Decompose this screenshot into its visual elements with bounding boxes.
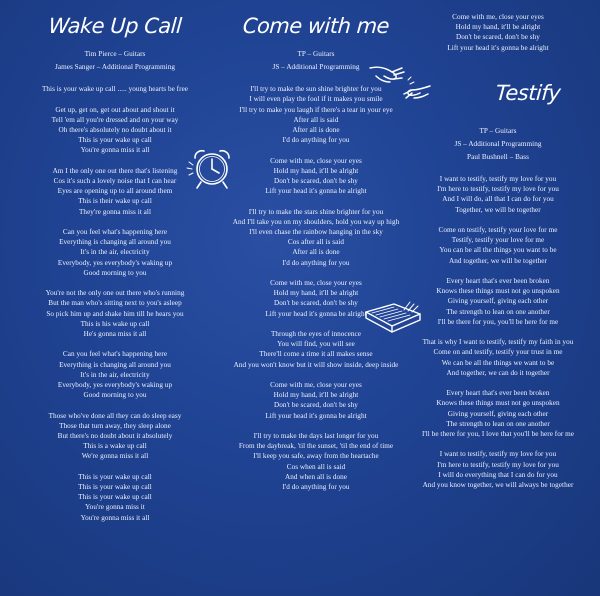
lyric-line: We're gonna miss it all <box>81 452 149 461</box>
credit-line: Tim Pierce – Guitars <box>84 50 146 58</box>
come-with-me-continued <box>402 12 594 53</box>
lyric-line: Come with me, close your eyes <box>452 13 544 21</box>
lyric-line: That is why I want to testify, testify my faith in you <box>422 338 574 347</box>
reaching-hands-icon <box>368 60 432 100</box>
lyric-line: Lift your head it's gonna be alright <box>265 309 367 318</box>
lyric-line: And when all is done <box>284 472 348 481</box>
lyric-line: Good morning to you <box>83 268 147 277</box>
credit-line: JS – Additional Programming <box>454 139 542 148</box>
lyric-line: Hold my hand, it'll be alright <box>273 289 359 298</box>
lyric-line: Come on and testify, testify your trust in me <box>433 348 563 357</box>
lyric-line: He's gonna miss it all <box>83 330 147 338</box>
lyric-line: Get up, get on, get out about and shout it <box>55 105 175 114</box>
lyric-line: Through the eyes of innocence <box>270 330 362 338</box>
lyric-line: And you won't know but it will show inside, deep inside <box>233 360 399 369</box>
lyric-line: Come with me, close your eyes <box>270 279 362 287</box>
lyric-line: Hold my hand, it'll be alright <box>455 23 541 32</box>
lyric-line: Am I the only one out there that's listening <box>52 166 178 175</box>
lyric-line: Don't be scared, don't be shy <box>456 33 540 42</box>
lyric-line: From the daybreak, 'til the sunset, 'til the end of time <box>238 442 394 451</box>
lyric-line: After all is done <box>292 126 340 134</box>
lyric-line: Those that turn away, they sleep alone <box>59 421 171 430</box>
lyric-line: I'd do anything for you <box>282 483 350 492</box>
lyric-line: You will find, you will see <box>277 340 355 349</box>
lyric-line: Knows these things must not go unspoken <box>436 399 560 408</box>
lyric-line: Knows these things must not go unspoken <box>436 287 560 296</box>
lyric-line: You're gonna miss it all <box>80 513 150 522</box>
lyrics <box>402 174 594 490</box>
credit-line: TP – Guitars <box>479 126 517 135</box>
lyric-line: I'll try to make the sun shine brighter for you <box>250 85 382 94</box>
credit-line: JS – Additional Programming <box>272 63 360 71</box>
lyric-line: Hold my hand, it'll be alright <box>273 391 359 400</box>
lyrics <box>214 84 418 492</box>
lyric-line: Giving yourself, giving each other <box>447 297 549 306</box>
lyric-line: This is their wake up call <box>78 197 152 206</box>
lyric-line: You're gonna miss it all <box>80 146 150 155</box>
lyric-line: I'll try to make you laugh if there's a tear in your eye <box>239 105 393 114</box>
credits <box>402 125 594 164</box>
lyric-line: Don't be scared, don't be shy <box>274 177 358 185</box>
lyric-line: Cos when all is said <box>286 462 346 471</box>
lyric-line: Don't be scared, don't be shy <box>274 299 358 308</box>
lyric-line: I'm here to testify, testify my love for you <box>437 460 559 469</box>
lyric-line: Eyes are opening up to all around them <box>57 187 173 196</box>
lyric-line: We can be all the things we want to be <box>441 358 555 367</box>
lyric-line: Good morning to you <box>83 391 147 400</box>
lyric-line: This is your wake up call <box>78 472 152 481</box>
credits <box>24 48 206 74</box>
lyric-line: This is your wake up call <box>78 136 152 145</box>
lyric-line: Everybody, yes everybody's waking up <box>57 381 173 389</box>
lyric-line: There'll come a time it all makes sense <box>259 350 373 359</box>
wake-up-call-column <box>24 14 206 523</box>
lyric-line: I'm here to testify, testify my love for you <box>437 185 559 194</box>
lyric-line: This is your wake up call <box>78 493 152 502</box>
lyric-line: And I'll take you on my shoulders, hold you way up high <box>232 217 400 226</box>
lyric-line: Tell 'em all you're dressed and on your way <box>51 115 179 124</box>
lyric-line: This is your wake up call <box>78 483 152 491</box>
lyric-line: Every heart that's ever been broken <box>446 277 550 285</box>
lyric-line: Cos after all is said <box>287 238 345 247</box>
lyric-line: Hold my hand, it'll be alright <box>273 166 359 175</box>
lyric-line: It's in the air, electricity <box>80 370 150 379</box>
lyric-line: Everything is changing all around you <box>59 238 171 247</box>
lyric-line: Those who've done all they can do sleep easy <box>48 411 182 420</box>
lyric-line: Everybody, yes everybody's waking up <box>57 258 173 267</box>
lyric-line: I'll try to make the stars shine brighter for you <box>248 207 384 216</box>
lyric-line: I will do everything that I can do for you <box>438 470 558 479</box>
lyric-line: Everything is changing all around you <box>59 360 171 369</box>
lyric-line: I'd do anything for you <box>282 258 350 267</box>
credit-line: James Sanger – Additional Programming <box>54 63 176 71</box>
lyric-line: Cos it's such a lovely noise that I can hear <box>53 176 177 185</box>
lyrics <box>24 84 206 523</box>
lyric-line: Lift your head it's gonna be alright <box>265 187 367 196</box>
song-title: Wake Up Call <box>47 14 183 38</box>
lyric-line: I want to testify, testify my love for you <box>439 175 557 183</box>
lyric-line: And together, we will be together <box>449 256 547 265</box>
lyric-line: You're not the only one out there who's running <box>45 289 185 298</box>
lyric-line: Can you feel what's happening here <box>62 350 168 359</box>
song-title: Testify <box>494 80 562 105</box>
lyric-line: Lift your head it's gonna be alright <box>265 411 367 420</box>
lyric-line: But there's no doubt about it absolutely <box>57 432 173 440</box>
lyric-line: I want to testify, testify my love for you <box>439 450 557 459</box>
lyric-line: I'll keep you safe, away from the heartache <box>253 452 379 461</box>
credit-line: Paul Bushnell – Bass <box>467 152 529 161</box>
lyric-line: I will even play the fool if it makes you smile <box>249 95 383 104</box>
lyric-line: But the man who's sitting next to you's asleep <box>48 299 182 308</box>
lyric-line: It's in the air, electricity <box>80 248 150 257</box>
lyric-line: The strength to lean on one another <box>446 307 550 316</box>
lyric-line: And you know together, we will always be together <box>422 481 574 490</box>
lyric-line: I'll even chase the rainbow hanging in the sky <box>249 228 383 236</box>
lyric-line: Come with me, close your eyes <box>270 381 362 389</box>
lyric-line: Can you feel what's happening here <box>62 227 168 236</box>
open-book-icon <box>360 296 426 338</box>
lyric-line: You can be all the things you want to be <box>439 246 557 255</box>
lyric-line: Come on testify, testify your love for me <box>438 226 558 234</box>
lyric-line: I'd do anything for you <box>282 136 350 145</box>
lyric-line: They're gonna miss it all <box>78 207 151 216</box>
lyric-line: Oh there's absolutely no doubt about it <box>58 125 172 134</box>
lyric-line: Testify, testify your love for me <box>451 236 545 245</box>
credit-line: TP – Guitars <box>297 50 335 58</box>
lyric-line: Come with me, close your eyes <box>270 156 362 165</box>
lyric-line: After all is done <box>292 248 340 257</box>
alarm-clock-icon <box>186 144 238 192</box>
lyric-line: This is your wake up call ..... young hearts be free <box>41 85 189 94</box>
lyric-line: I'll be there for you, you'll be here for me <box>437 317 559 326</box>
lyric-line: The strength to lean on one another <box>446 419 550 428</box>
lyric-line: And together, we can do it together <box>446 368 550 377</box>
lyric-line: So pick him up and shake him till he hears you <box>46 309 184 318</box>
song-title: Come with me <box>242 14 390 38</box>
lyric-line: This is a wake up call <box>83 442 147 451</box>
lyric-line: Don't be scared, don't be shy <box>274 401 358 410</box>
lyric-line: This is his wake up call <box>80 319 150 328</box>
lyric-line: Giving yourself, giving each other <box>447 409 549 418</box>
lyric-line: Lift your head it's gonna be alright <box>447 43 549 52</box>
lyric-line: I'll be there for you, I love that you'll be here for me <box>421 430 575 439</box>
lyric-line: I'll try to make the days last longer for you <box>253 432 379 440</box>
lyric-line: Together, we will be together <box>455 205 541 214</box>
lyric-line: And I will do, all that I can do for you <box>442 195 554 204</box>
lyric-line: After all is said <box>293 115 339 124</box>
lyric-line: Every heart that's ever been broken <box>446 389 550 398</box>
lyric-line: You're gonna miss it <box>85 503 145 512</box>
